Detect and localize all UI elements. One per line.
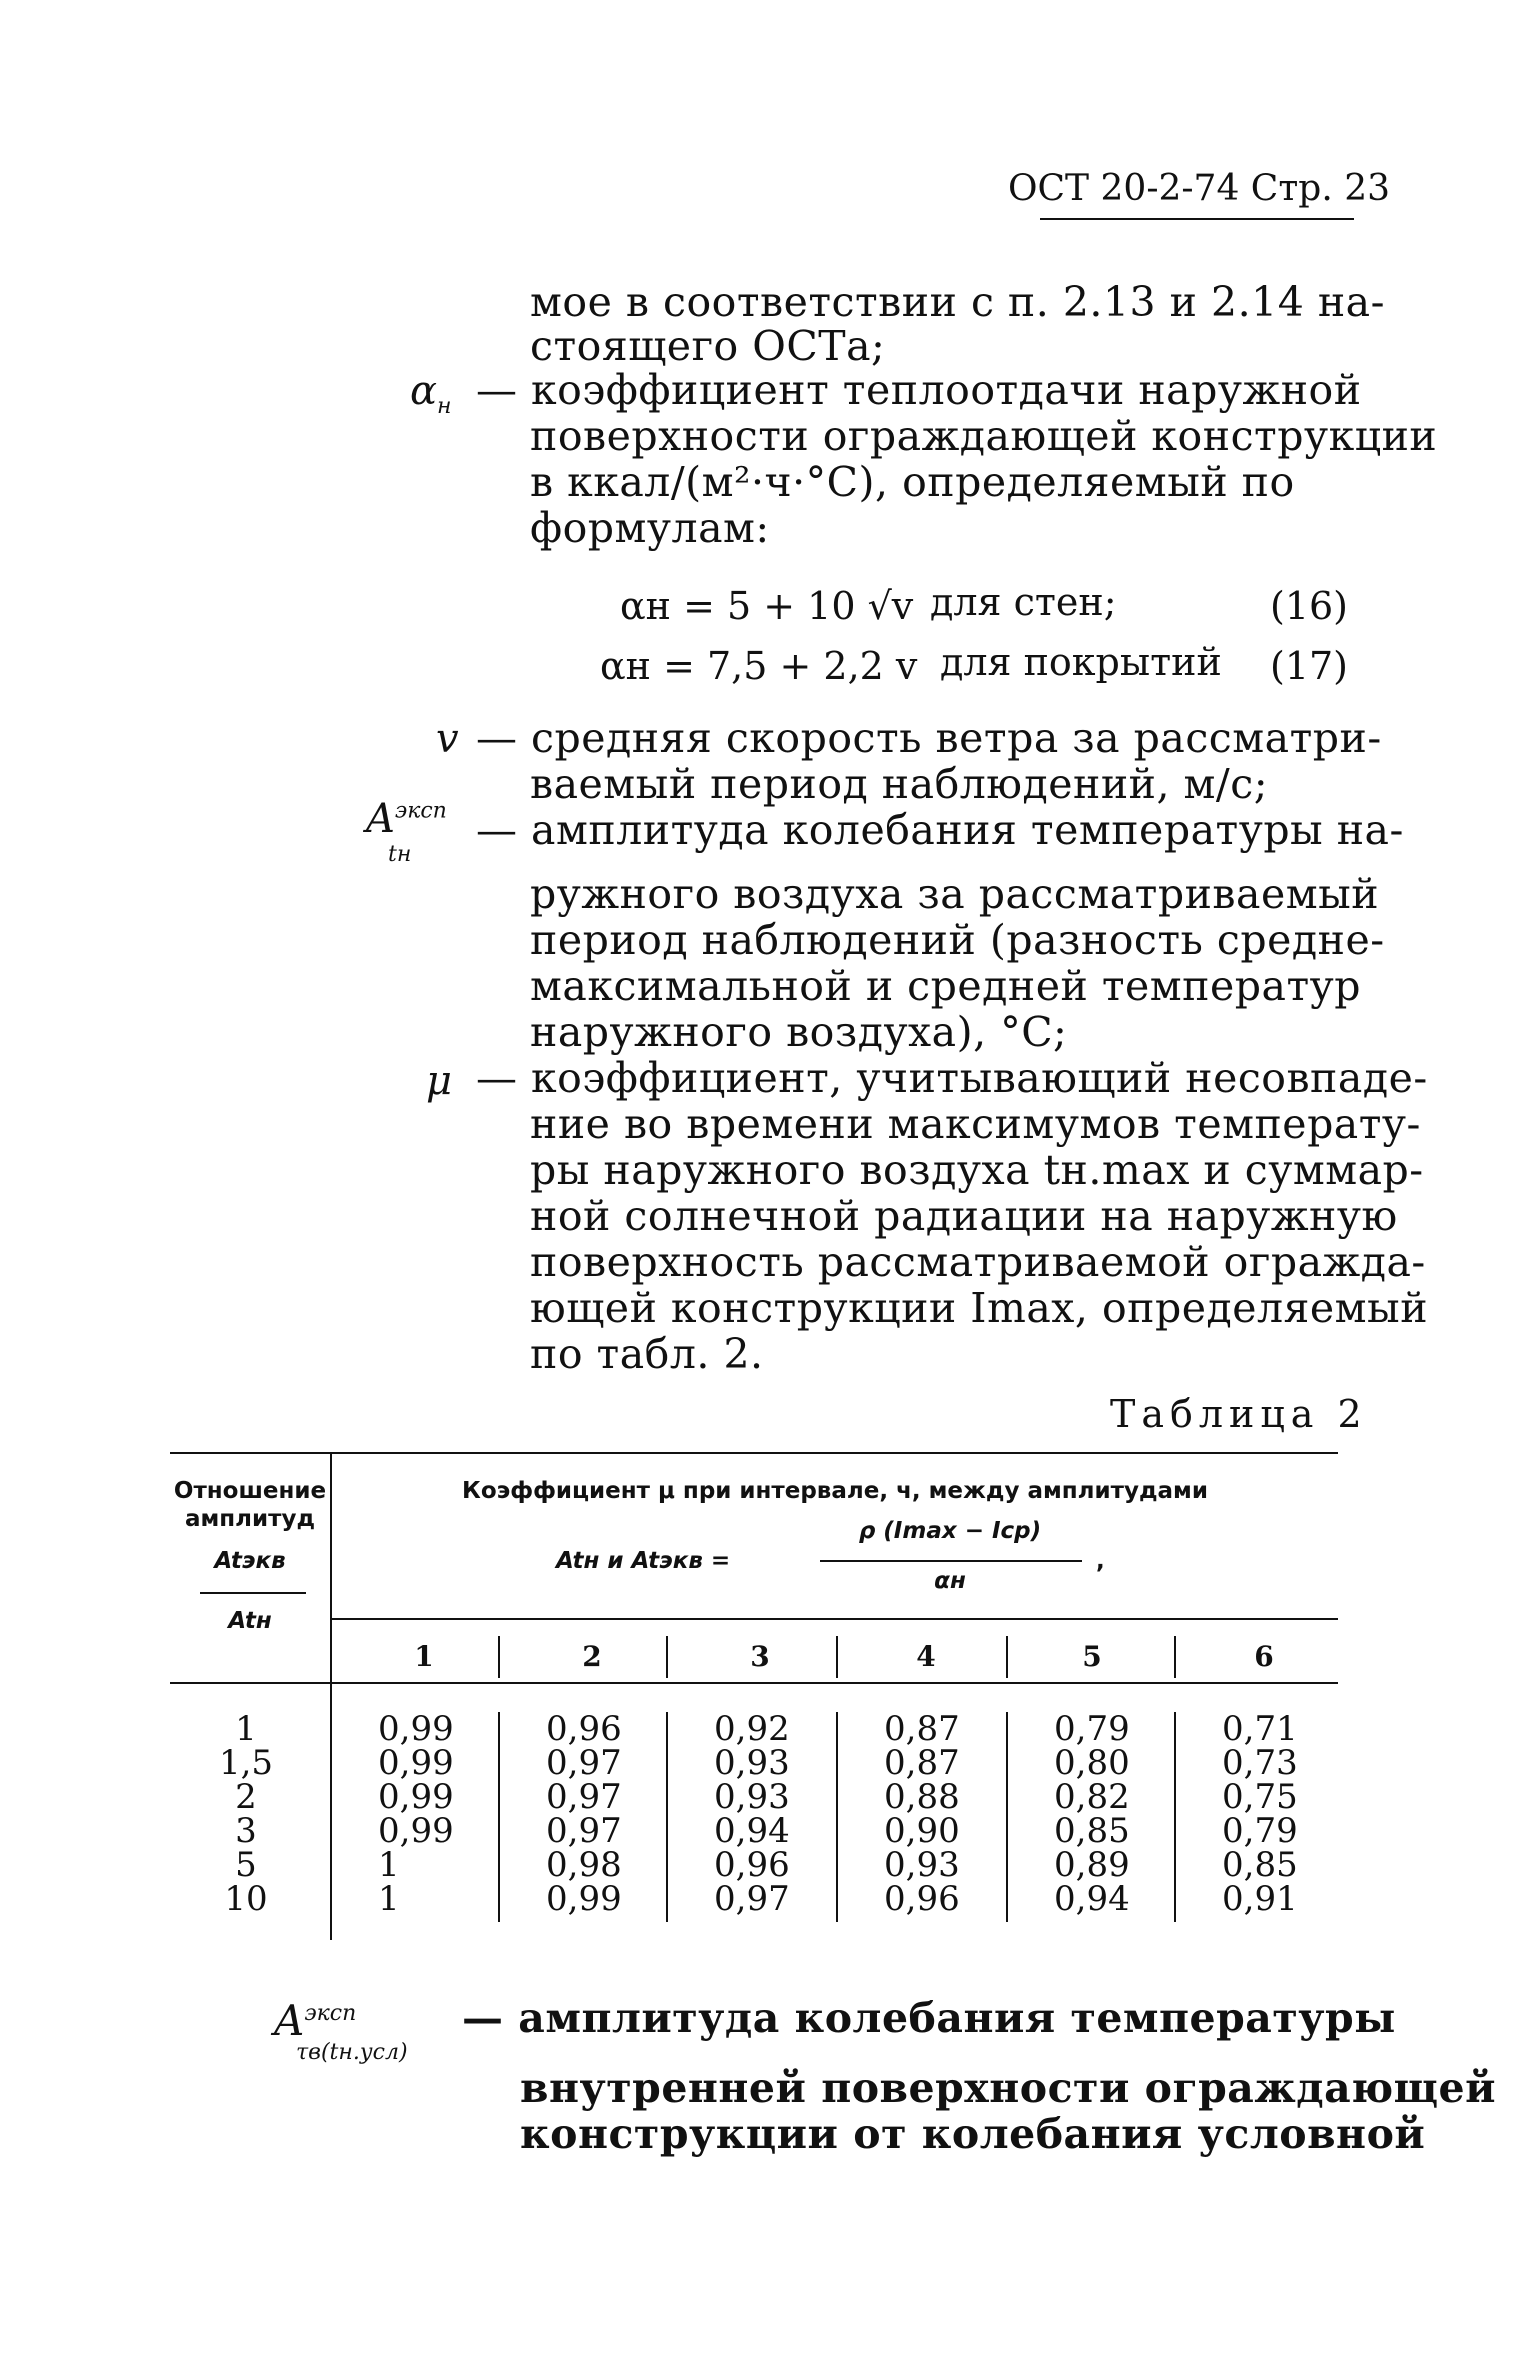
alpha-def-line2: поверхности ограждающей конструкции xyxy=(530,412,1438,460)
sub-head-end: , xyxy=(1096,1548,1105,1574)
row-ratio: 10 xyxy=(224,1879,268,1919)
mu-symbol: μ xyxy=(426,1058,452,1104)
table-cell: 0,94 xyxy=(1054,1879,1130,1919)
table-title: Таблица 2 xyxy=(1110,1392,1368,1436)
table-cell: 0,79 xyxy=(1054,1709,1130,1749)
table-cell: 1 xyxy=(378,1845,400,1885)
table-cell: 0,73 xyxy=(1222,1743,1298,1783)
table-cell: 0,87 xyxy=(884,1709,960,1749)
mu-def-line3: ры наружного воздуха tн.max и суммар- xyxy=(530,1146,1424,1194)
left-head-denominator: Atн xyxy=(228,1608,272,1634)
col-header-4: 4 xyxy=(916,1640,936,1673)
mu-def-line4: ной солнечной радиации на наружную xyxy=(530,1192,1398,1240)
row-ratio: 1 xyxy=(235,1709,257,1749)
mu-def-line6: ющей конструкции Imax, определяемый xyxy=(530,1284,1429,1332)
A-def-line3: период наблюдений (разность средне- xyxy=(530,916,1385,964)
table-cell: 0,92 xyxy=(714,1709,790,1749)
footer-line3: конструкции от колебания условной xyxy=(520,2110,1426,2158)
table-cell: 0,97 xyxy=(714,1879,790,1919)
footer-line2: внутренней поверхности ограждающей xyxy=(520,2064,1497,2112)
footer-line1: — амплитуда колебания температуры xyxy=(462,1994,1396,2042)
table-top-rule xyxy=(170,1452,1338,1454)
col-divider xyxy=(1006,1712,1008,1922)
col-header-3: 3 xyxy=(750,1640,770,1673)
table-cell: 0,88 xyxy=(884,1777,960,1817)
table-cell: 0,96 xyxy=(884,1879,960,1919)
left-head-numerator: Atэкв xyxy=(214,1548,286,1574)
para1-line1: мое в соответствии с п. 2.13 и 2.14 на- xyxy=(530,278,1385,326)
table-cell: 0,99 xyxy=(378,1777,454,1817)
mu-def-line7: по табл. 2. xyxy=(530,1330,764,1378)
row-ratio: 5 xyxy=(235,1845,257,1885)
v-def-line1: — средняя скорость ветра за рассматри- xyxy=(476,714,1382,762)
col-divider xyxy=(1006,1636,1008,1678)
formula-16-text: для стен; xyxy=(930,580,1117,624)
para1-line2: стоящего ОСТа; xyxy=(530,322,886,370)
col-header-2: 2 xyxy=(582,1640,602,1673)
v-def-line2: ваемый период наблюдений, м/с; xyxy=(530,760,1269,808)
formula-17-text: для покрытий xyxy=(940,640,1222,684)
A-symbol: $A^{эксп}$ tн xyxy=(366,796,447,867)
main-head: Коэффициент μ при интервале, ч, между амплитудами xyxy=(462,1478,1208,1504)
table-cell: 0,99 xyxy=(378,1743,454,1783)
alpha-symbol: $\alpha_н$ xyxy=(410,368,452,419)
table-cell: 0,96 xyxy=(546,1709,622,1749)
table-cell: 0,85 xyxy=(1054,1811,1130,1851)
table-cell: 0,79 xyxy=(1222,1811,1298,1851)
table-cell: 0,98 xyxy=(546,1845,622,1885)
footer-symbol: $A^{эксп}$ τв(tн.усл) xyxy=(274,1996,408,2065)
formula-17-number: (17) xyxy=(1270,644,1349,688)
table-cell: 0,94 xyxy=(714,1811,790,1851)
col-divider xyxy=(1174,1712,1176,1922)
header-rule xyxy=(1040,218,1354,220)
table-cell: 0,82 xyxy=(1054,1777,1130,1817)
alpha-def-line3: в ккал/(м²·ч·°С), определяемый по xyxy=(530,458,1295,506)
v-symbol: v xyxy=(436,716,459,762)
col-divider xyxy=(666,1712,668,1922)
row-ratio: 3 xyxy=(235,1811,257,1851)
sub-head-denominator: αн xyxy=(934,1568,966,1594)
A-def-line4: максимальной и средней температур xyxy=(530,962,1362,1010)
col-divider xyxy=(1174,1636,1176,1678)
table-stub-divider xyxy=(330,1452,332,1940)
table-cell: 0,93 xyxy=(714,1777,790,1817)
col-divider xyxy=(836,1712,838,1922)
alpha-def-line4: формулам: xyxy=(530,504,770,552)
col-header-5: 5 xyxy=(1082,1640,1102,1673)
table-cell: 0,93 xyxy=(884,1845,960,1885)
col-divider xyxy=(666,1636,668,1678)
alpha-def-line1: — коэффициент теплоотдачи наружной xyxy=(476,366,1362,414)
table-cell: 0,97 xyxy=(546,1743,622,1783)
A-def-line5: наружного воздуха), °С; xyxy=(530,1008,1068,1056)
col-divider xyxy=(498,1636,500,1678)
table-head-bottom-rule xyxy=(170,1682,1338,1684)
left-head-fraction-line xyxy=(200,1592,306,1594)
table-cell: 0,90 xyxy=(884,1811,960,1851)
row-ratio: 2 xyxy=(235,1777,257,1817)
col-divider xyxy=(498,1712,500,1922)
table-cell: 0,91 xyxy=(1222,1879,1298,1919)
table-cell: 0,93 xyxy=(714,1743,790,1783)
col-header-1: 1 xyxy=(414,1640,434,1673)
table-cell: 0,71 xyxy=(1222,1709,1298,1749)
mu-def-line1: — коэффициент, учитывающий несовпаде- xyxy=(476,1054,1428,1102)
formula-16-number: (16) xyxy=(1270,584,1349,628)
left-head-line1: Отношение xyxy=(173,1478,327,1504)
table-cell: 0,99 xyxy=(378,1709,454,1749)
sub-head-left: Atн и Atэкв = xyxy=(556,1548,731,1574)
table-cell: 0,97 xyxy=(546,1777,622,1817)
page-header: ОСТ 20-2-74 Стр. 23 xyxy=(1008,168,1391,209)
sub-head-fraction-line xyxy=(820,1560,1082,1562)
table-cell: 0,75 xyxy=(1222,1777,1298,1817)
table-cell: 0,97 xyxy=(546,1811,622,1851)
A-def-line1: — амплитуда колебания температуры на- xyxy=(476,806,1404,854)
table-cell: 0,80 xyxy=(1054,1743,1130,1783)
col-divider xyxy=(836,1636,838,1678)
mu-def-line5: поверхность рассматриваемой огражда- xyxy=(530,1238,1426,1286)
table-cell: 0,85 xyxy=(1222,1845,1298,1885)
table-cell: 1 xyxy=(378,1879,400,1919)
table-cell: 0,87 xyxy=(884,1743,960,1783)
sub-head-numerator: ρ (Imax − Iср) xyxy=(858,1518,1042,1544)
formula-17: αн = 7,5 + 2,2 v xyxy=(600,644,918,688)
row-ratio: 1,5 xyxy=(218,1743,274,1783)
col-header-6: 6 xyxy=(1254,1640,1274,1673)
table-cell: 0,99 xyxy=(546,1879,622,1919)
formula-16: αн = 5 + 10 √v xyxy=(620,584,914,628)
table-cell: 0,89 xyxy=(1054,1845,1130,1885)
left-head-line2: амплитуд xyxy=(184,1506,316,1532)
A-def-line2: ружного воздуха за рассматриваемый xyxy=(530,870,1380,918)
table-subhead-rule xyxy=(332,1618,1338,1620)
mu-def-line2: ние во времени максимумов температу- xyxy=(530,1100,1421,1148)
table-cell: 0,99 xyxy=(378,1811,454,1851)
table-cell: 0,96 xyxy=(714,1845,790,1885)
